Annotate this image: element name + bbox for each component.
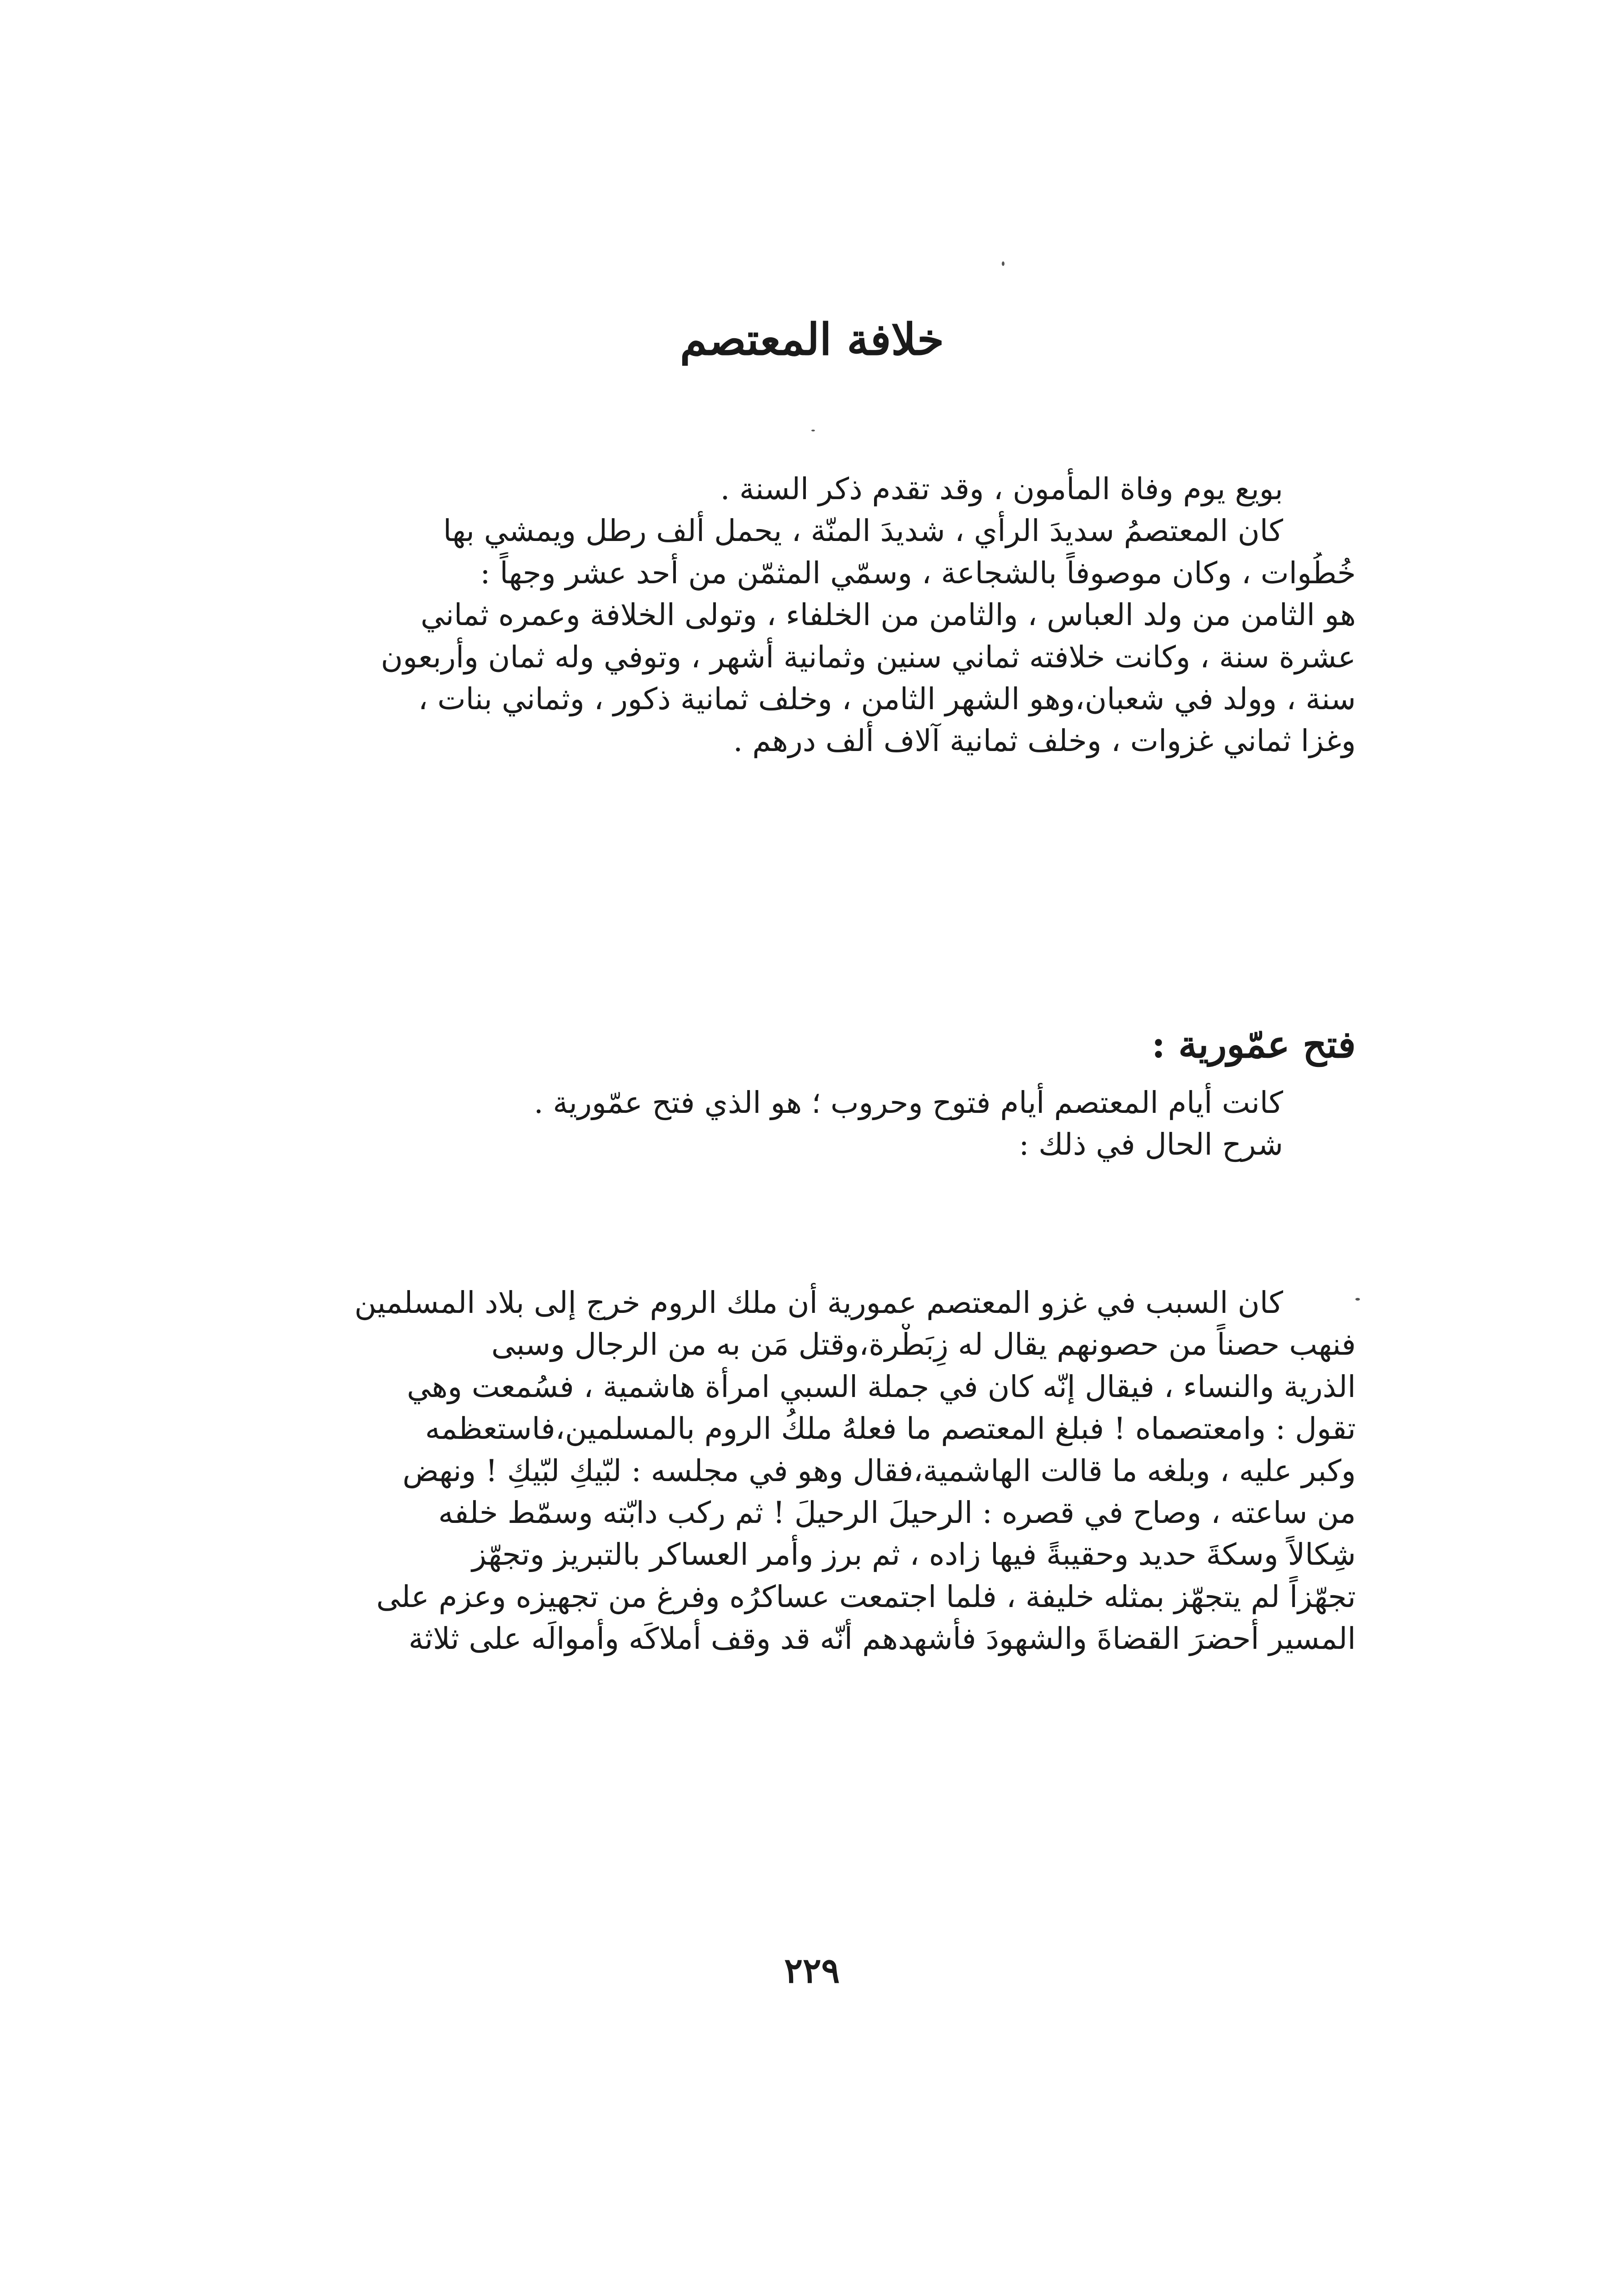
text-line: عشرة سنة ، وكانت خلافته ثماني سنين وثمانية أشهر ، وتوفي وله ثمان وأربعون [380, 639, 1356, 675]
body-paragraph [265, 1282, 1356, 1660]
text-line: الذرية والنساء ، فيقال إنّه كان في جملة السبي امرأة هاشمية ، فسُمعت وهي [407, 1369, 1356, 1404]
text-line: وغزا ثماني غزوات ، وخلف ثمانية آلاف ألف درهم . [733, 723, 1356, 759]
intro-paragraph [265, 468, 1356, 762]
text-line: تقول : وامعتصماه ! فبلغ المعتصم ما فعلهُ ملكُ الروم بالمسلمين،فاستعظمه [425, 1411, 1356, 1447]
text-line: شِكالاً وسكةَ حديد وحقيبةً فيها زاده ، ثم برز وأمر العساكر بالتبريز وتجهّز [472, 1537, 1356, 1572]
text-line: هو الثامن من ولد العباس ، والثامن من الخلفاء ، وتولى الخلافة وعمره ثماني [420, 597, 1356, 633]
section-intro [265, 1082, 1356, 1166]
text-line: شرح الحال في ذلك : [1019, 1127, 1283, 1162]
text-line: من ساعته ، وصاح في قصره : الرحيلَ الرحيلَ ! ثم ركب دابّته وسمّط خلفه [438, 1495, 1356, 1530]
text-line: بويع يوم وفاة المأمون ، وقد تقدم ذكر السنة . [720, 471, 1283, 506]
text-line: سنة ، وولد في شعبان،وهو الشهر الثامن ، وخلف ثمانية ذكور ، وثماني بنات ، [418, 681, 1356, 716]
text-line: كان السبب في غزو المعتصم عمورية أن ملك الروم خرج إلى بلاد المسلمين [354, 1285, 1283, 1320]
text-line: فنهب حصناً من حصونهم يقال له زِبَطْرة،وقتل مَن به من الرجال وسبى [491, 1327, 1356, 1362]
print-speck [1002, 261, 1004, 266]
text-line: وكبر عليه ، وبلغه ما قالت الهاشمية،فقال وهو في مجلسه : لبّيكِ لبّيكِ ! ونهض [402, 1453, 1356, 1488]
page-number: ٢٢٩ [784, 1950, 840, 1991]
text-line: المسير أحضرَ القضاةَ والشهودَ فأشهدهم أنّه قد وقف أملاكَه وأموالَه على ثلاثة [408, 1621, 1356, 1657]
text-line: كان المعتصمُ سديدَ الرأي ، شديدَ المنّة ، يحمل ألف رطل ويمشي بها [443, 513, 1283, 549]
print-speck [1355, 1298, 1360, 1301]
section-heading: فتح عمّورية : [1151, 1023, 1356, 1066]
text-line: خُطُوات ، وكان موصوفاً بالشجاعة ، وسمّي المثمّن من أحد عشر وجهاً : [480, 555, 1356, 591]
chapter-title: خلافة المعتصم [680, 314, 944, 365]
text-line: كانت أيام المعتصم أيام فتوح وحروب ؛ هو الذي فتح عمّورية . [534, 1085, 1283, 1120]
print-speck [811, 430, 815, 431]
text-line: تجهّزاً لم يتجهّز بمثله خليفة ، فلما اجتمعت عساكرُه وفرغ من تجهيزه وعزم على [376, 1579, 1356, 1614]
